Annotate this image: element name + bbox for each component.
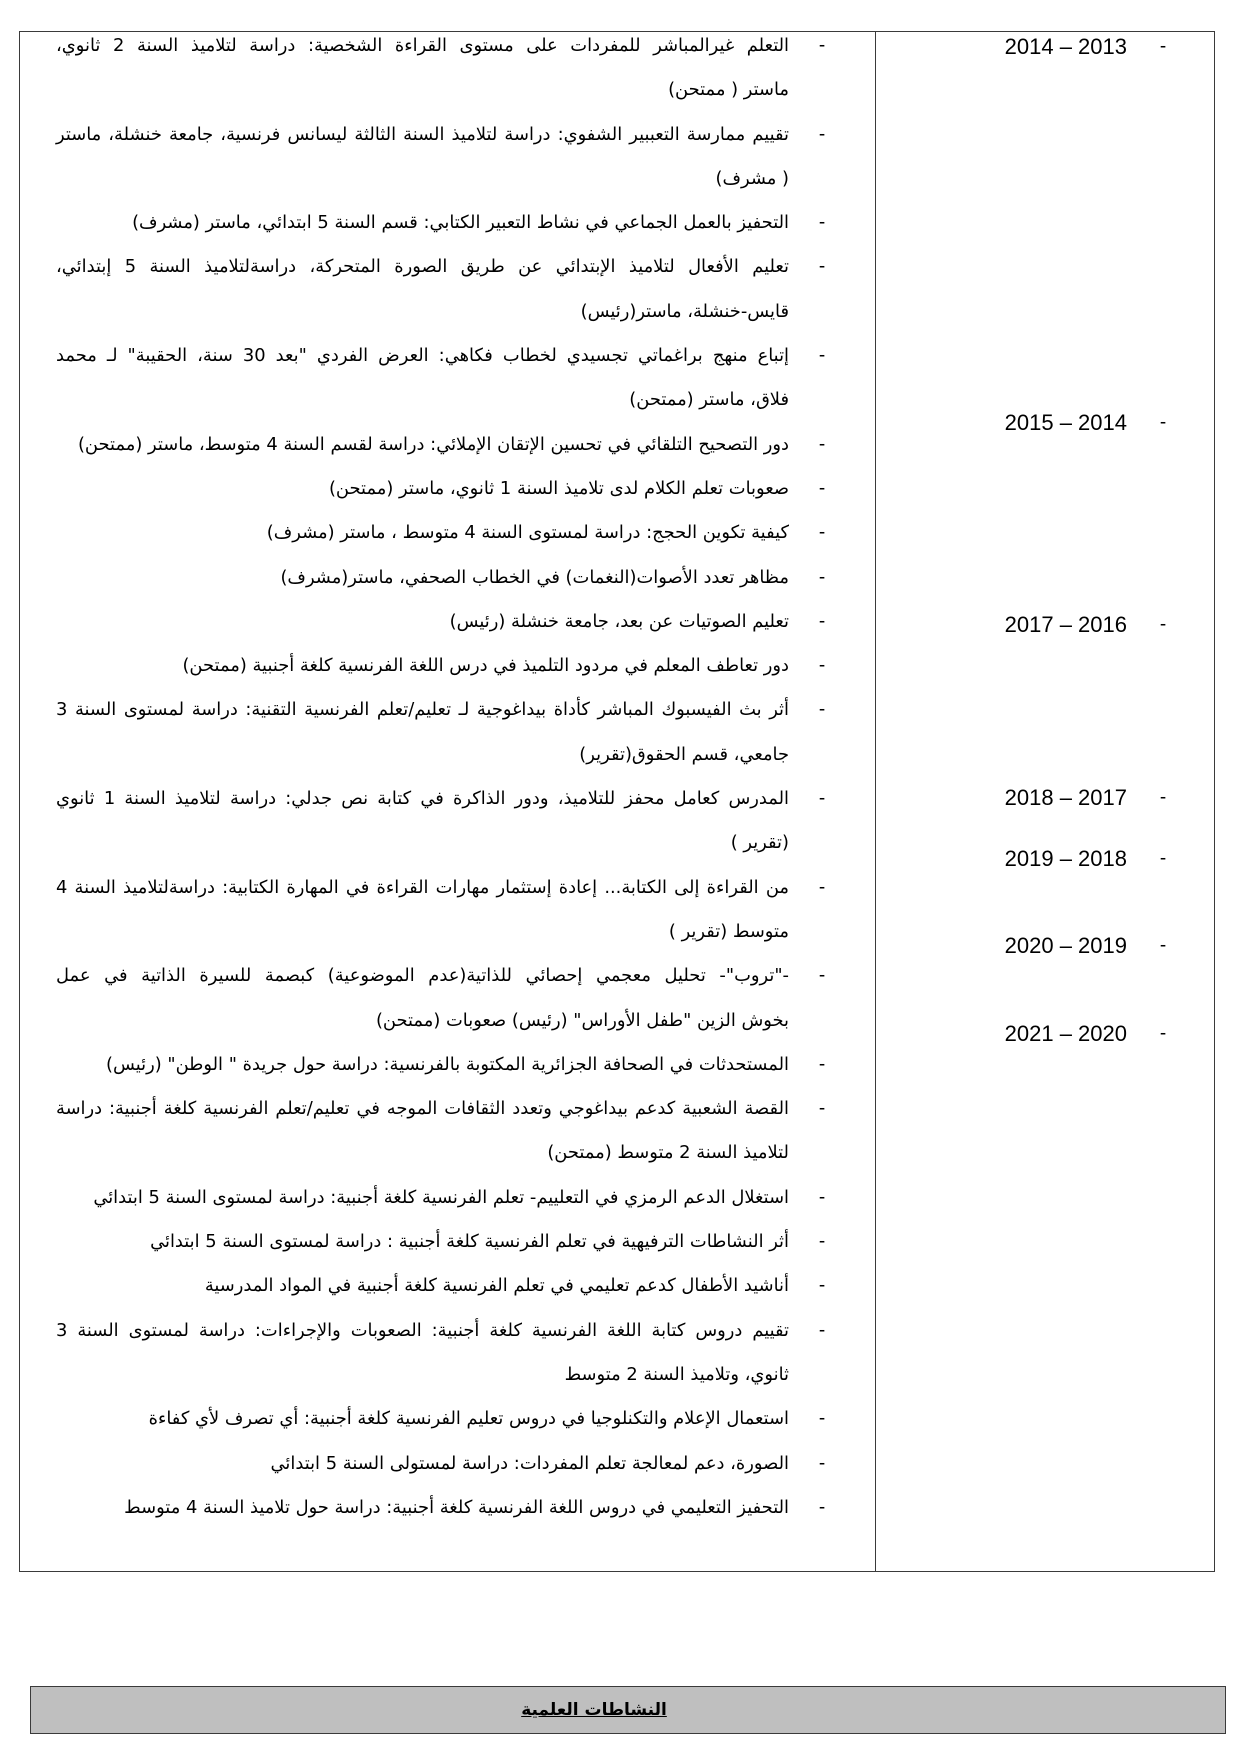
year-range: 2018 – 2017 bbox=[1004, 785, 1127, 810]
item-text-line: فلاق، ماستر (ممتحن) bbox=[629, 389, 789, 411]
year-row bbox=[875, 844, 1214, 874]
list-item bbox=[56, 1220, 826, 1264]
year-bullet: - bbox=[1159, 848, 1167, 869]
item-text-line: الصورة، دعم لمعالجة تعلم المفردات: دراسة لمستولى السنة 5 ابتدائي bbox=[270, 1452, 789, 1474]
item-text-line: تقييم ممارسة التعببير الشفوي: دراسة لتلاميذ السنة الثالثة ليسانس فرنسية، جامعة خنشلة، ماستر bbox=[56, 123, 789, 145]
list-item bbox=[56, 511, 826, 555]
year-bullet: - bbox=[1159, 787, 1167, 808]
year-row bbox=[875, 1019, 1214, 1049]
item-text-line: ( مشرف) bbox=[715, 167, 789, 189]
year-bullet: - bbox=[1159, 1023, 1167, 1044]
item-text-line: صعوبات تعلم الكلام لدى تلاميذ السنة 1 ثانوي، ماستر (ممتحن) bbox=[328, 477, 789, 499]
year-bullet: - bbox=[1159, 36, 1167, 57]
item-text-line: ثانوي، وتلاميذ السنة 2 متوسط bbox=[564, 1363, 789, 1385]
item-text-line: إتباع منهج براغماتي تجسيدي لخطاب فكاهي: العرض الفردي "بعد 30 سنة، الحقيبة" لـ محمد bbox=[56, 345, 789, 367]
year-row bbox=[875, 408, 1214, 438]
item-bullet: - bbox=[818, 1496, 826, 1518]
item-text-line: بخوش الزين "طفل الأوراس" (رئيس) صعوبات (ممتحن) bbox=[375, 1009, 789, 1031]
list-item bbox=[56, 1176, 826, 1220]
item-bullet: - bbox=[818, 212, 826, 234]
list-item bbox=[56, 113, 826, 202]
item-text-line: التحفيز التعليمي في دروس اللغة الفرنسية كلغة أجنبية: دراسة حول تلاميذ السنة 4 متوسط bbox=[124, 1496, 789, 1518]
item-bullet: - bbox=[818, 876, 826, 898]
list-item bbox=[56, 1043, 826, 1087]
item-text-line: مظاهر تعدد الأصوات(النغمات) في الخطاب الصحفي، ماستر(مشرف) bbox=[280, 566, 789, 588]
list-item bbox=[56, 467, 826, 511]
list-item bbox=[56, 201, 826, 245]
list-item bbox=[56, 1309, 826, 1398]
item-text-line: تقييم دروس كتابة اللغة الفرنسية كلغة أجنبية: الصعوبات والإجراءات: دراسة لمستوى السنة 3 bbox=[56, 1319, 789, 1341]
item-bullet: - bbox=[818, 965, 826, 987]
year-bullet: - bbox=[1159, 935, 1167, 956]
item-text-line: (تقرير ) bbox=[730, 832, 789, 854]
item-bullet: - bbox=[818, 1098, 826, 1120]
item-text-line: استغلال الدعم الرمزي في التعلييم- تعلم الفرنسية كلغة أجنبية: دراسة لمستوى السنة 5 ابتدائي bbox=[93, 1186, 789, 1208]
item-bullet: - bbox=[818, 566, 826, 588]
item-text-line: متوسط (تقرير ) bbox=[668, 920, 789, 942]
list-item bbox=[56, 1264, 826, 1308]
item-text-line: أثر النشاطات الترفيهية في تعلم الفرنسية كلغة أجنبية : دراسة لمستوى السنة 5 ابتدائي bbox=[150, 1231, 789, 1253]
item-bullet: - bbox=[818, 1186, 826, 1208]
list-item bbox=[56, 1087, 826, 1176]
year-range: 2019 – 2018 bbox=[1004, 846, 1127, 871]
year-range: 2021 – 2020 bbox=[1004, 1021, 1127, 1046]
item-bullet: - bbox=[818, 522, 826, 544]
year-row bbox=[875, 32, 1214, 62]
section-header bbox=[30, 1686, 1226, 1734]
list-item bbox=[56, 1397, 826, 1441]
items-list bbox=[56, 24, 826, 1530]
list-item bbox=[56, 866, 826, 955]
list-item bbox=[56, 644, 826, 688]
item-bullet: - bbox=[818, 1319, 826, 1341]
year-bullet: - bbox=[1159, 412, 1167, 433]
section-title: النشاطات العلمية bbox=[521, 1700, 667, 1720]
item-bullet: - bbox=[818, 1231, 826, 1253]
item-bullet: - bbox=[818, 35, 826, 56]
item-text-line: كيفية تكوين الحجج: دراسة لمستوى السنة 4 متوسط ، ماستر (مشرف) bbox=[266, 522, 789, 544]
item-text-line: ماستر ( ممتحن) bbox=[668, 79, 789, 101]
item-bullet: - bbox=[818, 1452, 826, 1474]
item-bullet: - bbox=[818, 345, 826, 367]
item-text-line: تعليم الأفعال لتلاميذ الإبتدائي عن طريق الصورة المتحركة، دراسةلتلاميذ السنة 5 إبتدائي، bbox=[56, 256, 789, 278]
item-bullet: - bbox=[818, 1053, 826, 1075]
item-text-line: القصة الشعبية كدعم بيداغوجي وتعدد الثقافات الموجه في تعليم/تعلم الفرنسية كلغة أجنبية: دراسة bbox=[56, 1098, 789, 1120]
item-bullet: - bbox=[818, 699, 826, 721]
year-range: 2017 – 2016 bbox=[1004, 612, 1127, 637]
item-bullet: - bbox=[818, 477, 826, 499]
item-bullet: - bbox=[818, 256, 826, 278]
list-item bbox=[56, 954, 826, 1043]
year-range: 2015 – 2014 bbox=[1004, 410, 1127, 435]
year-bullet: - bbox=[1159, 614, 1167, 635]
item-text-line: -"تروب"- تحليل معجمي إحصائي للذاتية(عدم الموضوعية) كبصمة للسيرة الذاتية في عمل bbox=[56, 965, 789, 987]
section-title-container bbox=[31, 1687, 1157, 1733]
list-item bbox=[56, 777, 826, 866]
item-bullet: - bbox=[818, 788, 826, 810]
item-text-line: المستحدثات في الصحافة الجزائرية المكتوبة بالفرنسية: دراسة حول جريدة " الوطن" (رئيس) bbox=[106, 1053, 789, 1075]
year-row bbox=[875, 610, 1214, 640]
list-item bbox=[56, 334, 826, 423]
item-text-line: قايس-خنشلة، ماستر(رئيس) bbox=[580, 300, 789, 322]
item-text-line: جامعي، قسم الحقوق(تقرير) bbox=[579, 743, 789, 765]
item-text-line: دور تعاطف المعلم في مردود التلميذ في درس اللغة الفرنسية كلغة أجنبية (ممتحن) bbox=[182, 655, 789, 677]
item-text-line: أناشيد الأطفال كدعم تعليمي في تعلم الفرنسية كلغة أجنبية في المواد المدرسية bbox=[204, 1275, 789, 1297]
year-row bbox=[875, 783, 1214, 813]
item-bullet: - bbox=[818, 123, 826, 145]
item-text-line: التعلم غيرالمباشر للمفردات على مستوى القراءة الشخصية: دراسة لتلاميذ السنة 2 ثانوي، bbox=[56, 35, 789, 56]
item-text-line: المدرس كعامل محفز للتلاميذ، ودور الذاكرة في كتابة نص جدلي: دراسة لتلاميذ السنة 1 ثانوي bbox=[56, 788, 790, 810]
item-bullet: - bbox=[818, 433, 826, 455]
list-item bbox=[56, 1442, 826, 1486]
list-item bbox=[56, 1486, 826, 1530]
item-text-line: من القراءة إلى الكتابة... إعادة إستثمار مهارات القراءة في المهارة الكتابية: دراسةلتلاميذ السنة 4 bbox=[56, 876, 789, 898]
item-bullet: - bbox=[818, 655, 826, 677]
list-item bbox=[56, 600, 826, 644]
year-row bbox=[875, 931, 1214, 961]
item-text-line: استعمال الإعلام والتكنلوجيا في دروس تعليم الفرنسية كلغة أجنبية: أي تصرف لأي كفاءة bbox=[148, 1408, 789, 1430]
item-text-line: التحفيز بالعمل الجماعي في نشاط التعبير الكتابي: قسم السنة 5 ابتدائي، ماستر (مشرف) bbox=[132, 212, 789, 234]
activities-table bbox=[19, 31, 1215, 1572]
list-item bbox=[56, 688, 826, 777]
list-item bbox=[56, 24, 826, 113]
year-range: 2014 – 2013 bbox=[1004, 34, 1127, 59]
item-text-line: لتلاميذ السنة 2 متوسط (ممتحن) bbox=[547, 1142, 789, 1164]
list-item bbox=[56, 423, 826, 467]
item-bullet: - bbox=[818, 610, 826, 632]
item-text-line: دور التصحيح التلقائي في تحسين الإتقان الإملائي: دراسة لقسم السنة 4 متوسط، ماستر (ممتحن) bbox=[77, 433, 789, 455]
list-item bbox=[56, 245, 826, 334]
list-item bbox=[56, 556, 826, 600]
item-bullet: - bbox=[818, 1408, 826, 1430]
item-bullet: - bbox=[818, 1275, 826, 1297]
item-text-line: تعليم الصوتيات عن بعد، جامعة خنشلة (رئيس) bbox=[449, 610, 789, 632]
year-range: 2020 – 2019 bbox=[1004, 933, 1127, 958]
item-text-line: أثر بث الفيسبوك المباشر كأداة بيداغوجية لـ تعليم/تعلم الفرنسية التقنية: دراسة لمستوى السنة 3 bbox=[56, 699, 789, 721]
